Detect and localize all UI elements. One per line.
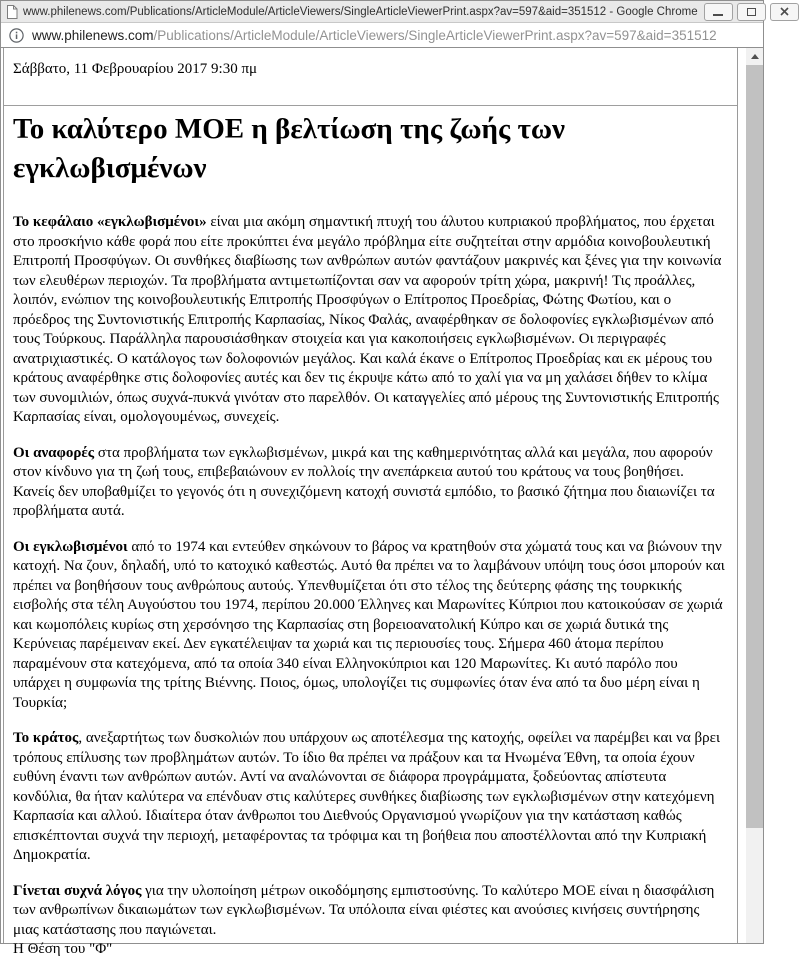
maximize-icon xyxy=(747,8,756,16)
scroll-up-button[interactable] xyxy=(746,48,763,65)
paragraph-text: στα προβλήματα των εγκλωβισμένων, μικρά και της καθημερινότητας αλλά και μεγάλα, που αφορούν στον κίνδυνο για τη ζωή τους, επιβεβαιώνουν εν πολλοίς την ανεπάρκεια αυτού του κράτους να τους βοηθήσει. Κανείς δεν υποβαθμίζει το γεγονός ότι η συνεχιζόμενη κατοχή συνιστά εμπόδιο, το βασικό ζήτημα που διαιωνίζει τα προβλήματα αυτά. xyxy=(13,444,715,520)
scrollbar-thumb[interactable] xyxy=(746,65,763,828)
close-button[interactable] xyxy=(770,3,799,21)
url-path: /Publications/ArticleModule/ArticleViewers/SingleArticleViewerPrint.aspx?av=597&aid=351512 xyxy=(153,27,717,43)
article-paragraph-2 xyxy=(13,444,727,522)
scrollbar[interactable] xyxy=(746,48,763,943)
paragraph-text: για την υλοποίηση μέτρων οικοδόμησης εμπιστοσύνης. Το καλύτερο ΜΟΕ είναι η διασφάλιση των ανθρωπίνων δικαιωμάτων των εγκλωβισμένων. Τα υπόλοιπα είναι φιέστες και ανούσιες κινήσεις συντήρησης μιας κατάστασης που παγιώνεται. xyxy=(13,882,715,938)
window-controls xyxy=(704,3,799,21)
paragraph-text: είναι μια ακόμη σημαντική πτυχή του άλυτου κυπριακού προβλήματος, που έρχεται στο προσκήνιο κάθε φορά που είτε προκύπτει ένα μεγάλο πρόβλημα είτε συζητείται στην αρμόδια κοινοβουλευτική Επιτροπή Προσφύγων. Οι συνθήκες διαβίωσης των ανθρώπων αυτών φαντάζουν μακρινές και ξένες για την κοινωνία των ελευθέρων περιοχών. Τα προβλήματα αντιμετωπίζονται σαν να αφορούν τρίτη χώρα, μακρινή! Τις προάλλες, λοιπόν, ενώπιον της κοινοβουλευτικής Επιτροπής Προσφύγων ο Επίτροπος Προεδρίας, Φώτης Φωτίου, και ο πρόεδρος της Συντονιστικής Επιτροπής Καρπασίας, Νίκος Φαλάς, αναφέρθηκαν σε δολοφονίες εγκλωβισμένων από τους Τούρκους. Παράλληλα παρουσιάσθηκαν στοιχεία και για κακοποιήσεις εγκλωβισμένων. Οι περιγραφές ανατριχιαστικές. Ο κατάλογος των δολοφονιών μεγάλος. Και καλά έκανε ο Επίτροπος Προεδρίας και εκ μέρους του κράτους αναφέρθηκε στις δολοφονίες αυτές και δεν τις έκρυψε κάτω από το χαλί για να μη χαλάσει δήθεν το κλίμα των συνομιλιών, όπως συχνά-πυκνά γινόταν στο παρελθόν. Οι καταγγελίες από μέρους της Συντονιστικής Επιτροπής Καρπασίας είναι, ομολογουμένως, συνεχείς. xyxy=(13,214,722,426)
paragraph-lead: Γίνεται συχνά λόγος xyxy=(13,882,142,899)
paragraph-lead: Οι εγκλωβισμένοι xyxy=(13,538,128,555)
article-signature: Η Θέση του "Φ" xyxy=(13,941,113,958)
paragraph-lead: Το κεφάλαιο «εγκλωβισμένοι» xyxy=(13,214,207,231)
article-title: Το καλύτερο ΜΟΕ η βελτίωση της ζωής των εγκλωβισμένων xyxy=(13,113,566,184)
article-frame xyxy=(3,48,738,958)
article-paragraph-5 xyxy=(13,882,727,941)
article-paragraph-1 xyxy=(13,213,727,428)
article-date: Σάββατο, 11 Φεβρουαρίου 2017 9:30 πμ xyxy=(13,61,258,77)
url-domain: www.philenews.com xyxy=(32,27,154,43)
paragraph-lead: Το κράτος xyxy=(13,730,79,747)
minimize-button[interactable] xyxy=(704,3,733,21)
window-title: www.philenews.com/Publications/ArticleModule/ArticleViewers/SingleArticleViewerPrint.aspx?av=597&aid=351512 - Google Chrome xyxy=(23,5,698,18)
page-content xyxy=(1,48,763,958)
paragraph-text: από το 1974 και εντεύθεν σηκώνουν το βάρος να κρατηθούν στα χώματά τους και να βιώνουν την κατοχή. Να ζουν, δηλαδή, υπό το κατοχικό καθεστώς. Αυτό θα πρέπει να το λαμβάνουν υπόψη τους όσοι μπορούν και πρέπει να βοηθήσουν τους ανθρώπους αυτούς. Υπενθυμίζεται ότι στο τέλος της δεύτερης φάσης της τουρκικής εισβολής στα τέλη Αυγούστου του 1974, περίπου 20.000 Έλληνες και Μαρωνίτες Κύπριοι που κατοικούσαν σε χωριά και κωμοπόλεις κυρίως στη χερσόνησο της Καρπασίας στη βορειοανατολική Κύπρο και σε χωριά δυτικά της Κερύνειας παρέμειναν εκεί. Δεν εγκατέλειψαν τα χωριά και τις περιουσίες τους. Σήμερα 460 άτομα περίπου παραμένουν στα κατεχόμενα, από τα οποία 340 είναι Ελληνοκύπριοι και 120 Μαρωνίτες. Κι αυτό παρόλο που υπάρχει η συμφωνία της τρίτης Βιέννης. Ποιος, όμως, υπολογίζει τις συμφωνίες όταν ένα από τα δυο μέρη είναι η Τουρκία; xyxy=(13,538,725,711)
article-paragraph-4 xyxy=(13,729,727,866)
info-icon[interactable] xyxy=(9,28,24,43)
paragraph-text: , ανεξαρτήτως των δυσκολιών που υπάρχουν ως αποτέλεσμα της κατοχής, οφείλει να παρέμβει και να βρει τρόπους επίλυσης των προβλημάτων αυτών. Το ίδιο θα πρέπει να πράξουν και τα Ηνωμένα Έθνη, τα οποία έχουν ευθύνη έναντι των ανθρώπων αυτών. Αντί να αναλώνονται σε διάφορα προγράμματα, ξοδεύοντας απίστευτα κονδύλια, θα ήταν καλύτερα να επένδυαν στις καλύτερες συνθήκες διαβίωσης των εγκλωβισμένων στην κατεχόμενη Καρπασία και αλλού. Ιδιαίτερα όταν άνθρωποι του Διεθνούς Οργανισμού γνωρίζουν για την κατάσταση καθώς επισκέπτονται συχνά την περιοχή, μεταφέροντας τα τρόφιμα και τη βοήθεια που αποστέλλονται από την Κυπριακή Δημοκρατία. xyxy=(13,730,720,864)
article-body xyxy=(4,213,737,960)
article-paragraph-3 xyxy=(13,538,727,714)
paragraph-lead: Οι αναφορές xyxy=(13,444,95,461)
maximize-button[interactable] xyxy=(737,3,766,21)
scroll-up-icon xyxy=(751,54,759,59)
titlebar[interactable] xyxy=(1,1,763,23)
url-bar[interactable] xyxy=(1,23,763,48)
close-icon xyxy=(780,7,789,16)
title-divider xyxy=(4,105,737,106)
minimize-icon xyxy=(713,14,723,16)
url-text[interactable] xyxy=(32,28,717,43)
page-icon xyxy=(6,5,18,19)
